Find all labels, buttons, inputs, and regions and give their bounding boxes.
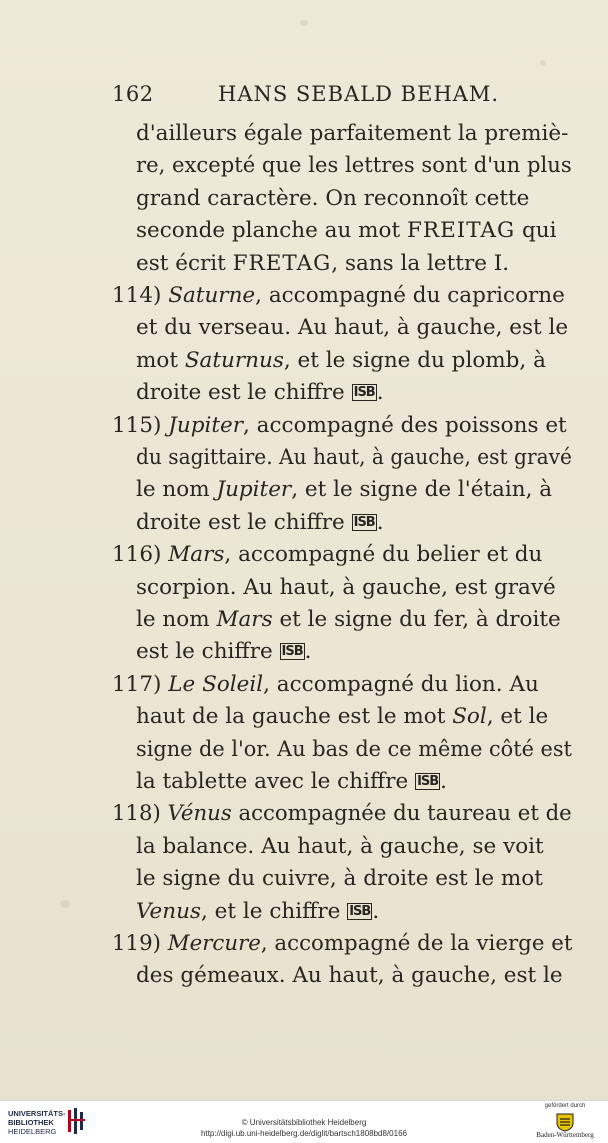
text-line: [136, 960, 563, 992]
page-header: [112, 82, 572, 112]
text-span: qui: [515, 218, 557, 244]
entry-first-line: [112, 410, 567, 442]
text-span: .: [304, 639, 312, 665]
text-span: droite est le chiffre: [136, 380, 352, 406]
text-span: 117): [112, 671, 169, 697]
text-span: re, excepté que les lettres sont d'un plus: [136, 153, 572, 179]
baden-wuerttemberg-crest-icon: [554, 1112, 576, 1132]
text-line: [136, 507, 384, 539]
italic-term: Mercure: [167, 931, 261, 956]
text-span: 118): [112, 801, 168, 827]
text-span: mot: [136, 347, 185, 373]
entry-first-line: [112, 798, 572, 830]
text-line: [136, 572, 556, 604]
text-span: le nom: [136, 477, 217, 503]
text-line: [136, 863, 543, 895]
text-line: [136, 215, 556, 247]
monogram-mark: ISB: [281, 644, 303, 660]
text-span: , accompagné de la vierge et: [260, 931, 573, 956]
text-span: 116): [112, 542, 169, 568]
italic-term: Saturne: [168, 283, 256, 308]
library-line: BIBLIOTHEK: [8, 1118, 54, 1127]
italic-term: Jupiter: [216, 477, 292, 503]
text-span: , et le signe de l'étain, à: [291, 477, 553, 503]
text-line: [136, 734, 572, 766]
paper-stain: [300, 20, 308, 26]
funded-by-label: gefördert durch: [544, 1103, 586, 1109]
text-line: [136, 442, 572, 474]
text-line: [136, 701, 548, 733]
text-span: .: [440, 769, 448, 794]
text-line: [136, 248, 509, 280]
text-span: .: [372, 898, 380, 924]
text-line: [136, 896, 379, 928]
text-line: [136, 636, 312, 668]
text-span: 114): [112, 283, 169, 308]
text-span: est le chiffre: [136, 639, 280, 665]
text-span: et du verseau. Au haut, à gauche, est le: [136, 315, 569, 341]
text-span: , et le: [486, 704, 549, 730]
italic-term: Jupiter: [168, 412, 244, 438]
small-caps-term: FREITAG: [406, 218, 516, 244]
page-number: 162: [112, 82, 154, 106]
text-line: [136, 150, 572, 182]
entry-first-line: [112, 539, 542, 571]
entry-first-line: [112, 280, 565, 312]
text-span: grand caractère. On reconnoît cette: [136, 185, 530, 211]
italic-term: Mars: [216, 607, 273, 632]
text-line: [136, 183, 529, 215]
text-span: du sagittaire. Au haut, à gauche, est gravé: [136, 445, 572, 470]
text-span: 115): [112, 412, 169, 438]
text-span: des gémeaux. Au haut, à gauche, est le: [136, 963, 563, 989]
monogram-mark: ISB: [353, 385, 375, 401]
entry-first-line: [112, 928, 572, 960]
footer-bar: [0, 1100, 608, 1143]
library-line: HEIDELBERG: [8, 1127, 57, 1136]
text-span: 119): [112, 931, 168, 956]
italic-term: Mars: [168, 542, 225, 568]
text-span: , accompagné du belier et du: [224, 542, 543, 568]
text-span: .: [376, 509, 384, 535]
text-span: droite est le chiffre: [136, 509, 352, 535]
monogram-mark: ISB: [349, 903, 371, 919]
text-span: , accompagné des poissons et: [243, 412, 567, 438]
text-span: d'ailleurs égale parfaitement la premiè-: [136, 121, 569, 146]
italic-term: Saturnus: [184, 347, 284, 373]
text-span: le nom: [136, 607, 217, 632]
text-span: la tablette avec le chiffre: [136, 769, 416, 794]
text-line: [136, 831, 544, 863]
small-caps-term: FRETAG: [232, 250, 332, 276]
text-span: signe de l'or. Au bas de ce même côté est: [136, 736, 572, 762]
text-span: et le signe du fer, à droite: [272, 607, 561, 632]
copyright-text: © Universitätsbibliothek Heidelberg: [241, 1118, 367, 1127]
text-span: accompagnée du taureau et de: [231, 801, 572, 827]
italic-term: Venus: [136, 898, 202, 924]
text-span: est écrit: [136, 250, 233, 276]
text-span: , et le chiffre: [201, 898, 348, 924]
funder-name: Baden-Württemberg: [536, 1131, 594, 1139]
text-span: haut de la gauche est le mot: [136, 704, 453, 730]
text-line: [136, 345, 546, 377]
text-span: seconde planche au mot: [136, 218, 407, 244]
text-line: [136, 474, 552, 506]
text-span: , accompagné du lion. Au: [263, 671, 539, 697]
text-span: , et le signe du plomb, à: [283, 347, 546, 373]
text-span: , accompagné du capricorne: [255, 283, 565, 308]
entry-first-line: [112, 669, 539, 701]
funder-block: [530, 1103, 600, 1139]
source-url[interactable]: http://digi.ub.uni-heidelberg.de/diglit/bartsch1808bd8/0166: [201, 1129, 407, 1138]
text-span: scorpion. Au haut, à gauche, est gravé: [136, 574, 556, 600]
text-line: [136, 118, 568, 150]
italic-term: Le Soleil: [168, 671, 264, 697]
text-span: le signe du cuivre, à droite est le mot: [136, 866, 543, 892]
italic-term: Vénus: [167, 801, 232, 827]
text-line: [136, 766, 447, 798]
text-line: [136, 604, 561, 636]
text-span: , sans la lettre I.: [331, 250, 510, 276]
text-span: la balance. Au haut, à gauche, se voit: [136, 833, 544, 859]
text-line: [136, 312, 568, 344]
monogram-mark: ISB: [417, 774, 439, 789]
paper-stain: [540, 60, 546, 66]
paper-stain: [60, 900, 70, 908]
text-span: .: [376, 380, 384, 406]
text-line: [136, 377, 384, 409]
italic-term: Sol: [452, 704, 487, 730]
running-title: HANS SEBALD BEHAM.: [218, 82, 500, 106]
monogram-mark: ISB: [353, 514, 375, 530]
library-line: UNIVERSITÄTS-: [8, 1109, 66, 1118]
